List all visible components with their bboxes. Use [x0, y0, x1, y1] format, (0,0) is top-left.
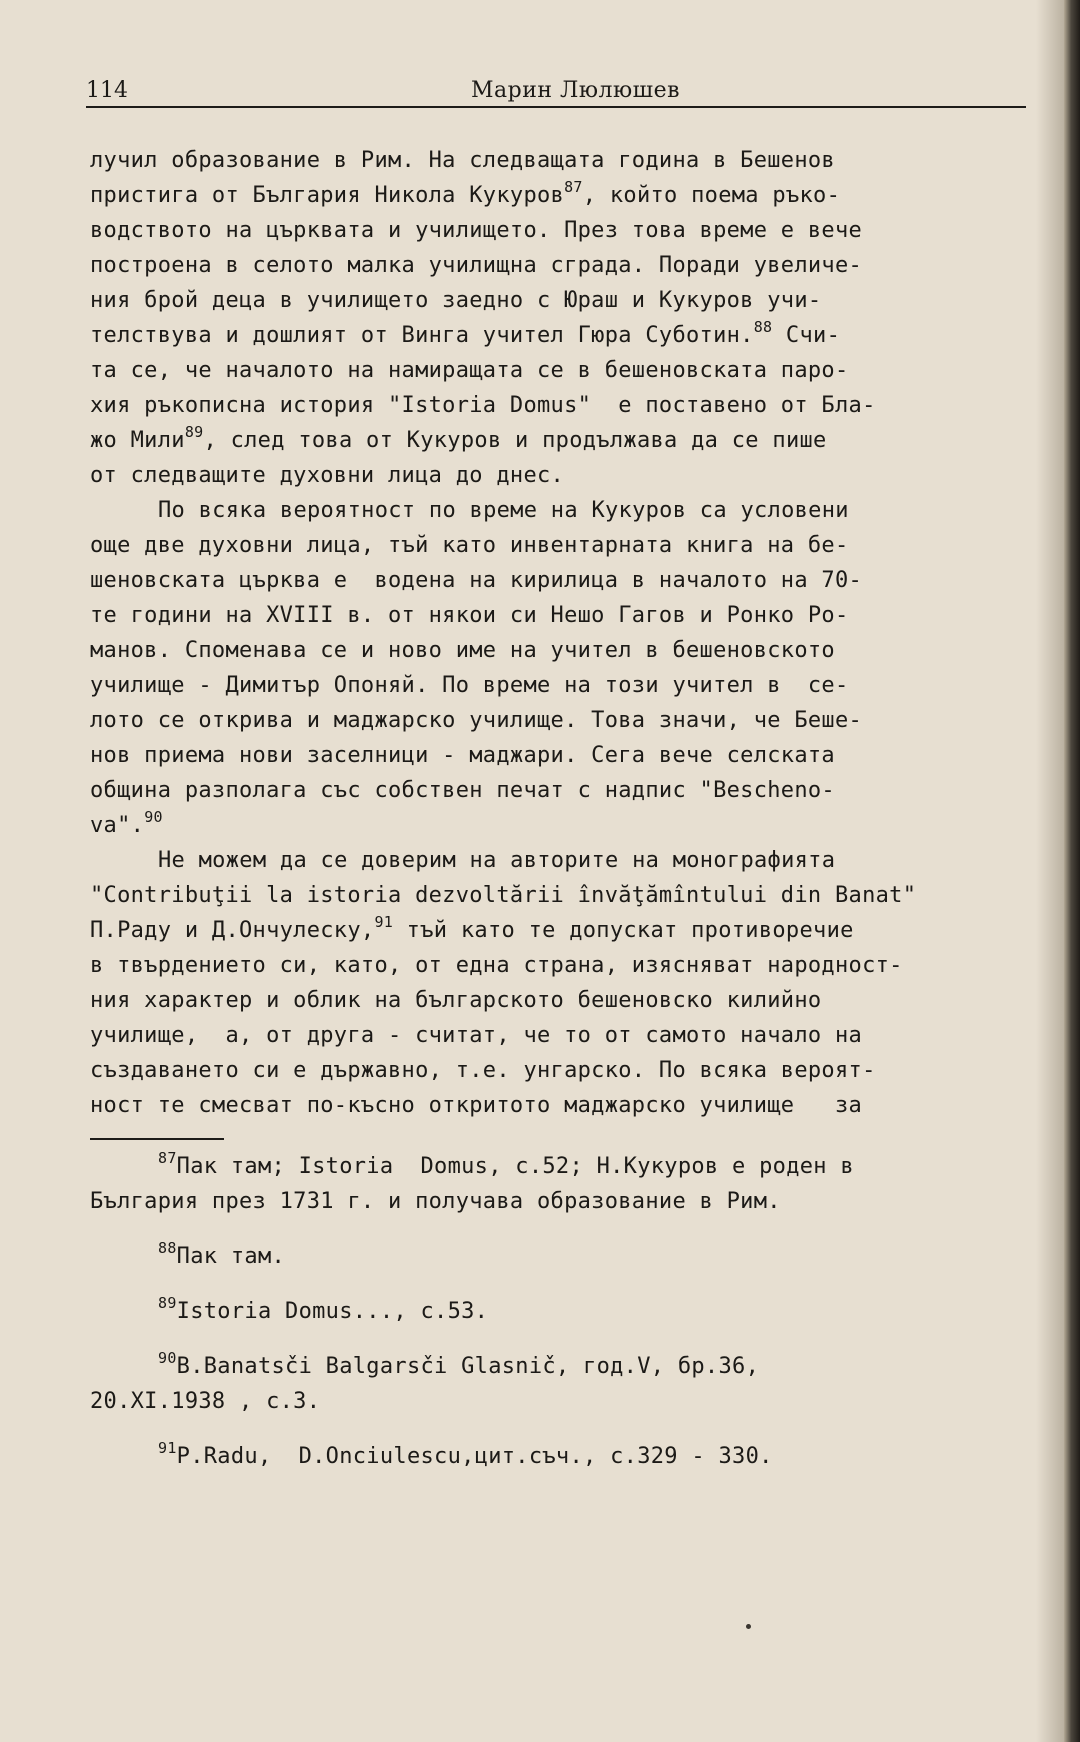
footnote-number: 89: [158, 1294, 177, 1312]
body-line: [90, 776, 835, 806]
body-line-text: те години на XVIII в. от някои си Нешо Гагов и Ронко Ро-: [90, 603, 849, 628]
body-line-text: П.Раду и Д.Ончулеску,: [90, 918, 375, 943]
body-line-text: шеновската църква е водена на кирилица в началото на 70-: [90, 568, 863, 593]
body-line-text: водството на църквата и училището. През това време е вече: [90, 218, 863, 243]
body-line-text: ния брой деца в училището заедно с Юраш и Кукуров учи-: [90, 288, 822, 313]
footnote-marker[interactable]: 91: [374, 913, 394, 931]
footnote-marker[interactable]: 90: [144, 808, 163, 826]
body-line: [90, 566, 862, 596]
body-line-text: от следващите духовни лица до днес.: [90, 463, 565, 488]
body-line: [90, 913, 854, 947]
body-line: [90, 671, 849, 701]
body-line-text: още две духовни лица, тъй като инвентарната книга на бе-: [90, 533, 849, 558]
body-line: [90, 391, 876, 421]
page-number: 114: [86, 78, 128, 103]
body-line-text: Счи-: [772, 323, 841, 348]
body-line-text: жо Мили: [90, 428, 185, 453]
body-line-text: По всяка вероятност по време на Кукуров са условени: [158, 498, 849, 523]
body-line-text: построена в селото малка училищна сграда. Поради увеличе-: [90, 253, 863, 278]
body-line: [90, 178, 841, 212]
footnote-line: [158, 1349, 760, 1383]
body-line: [158, 846, 835, 876]
body-line: [158, 496, 849, 526]
footnote-text: Istoria Domus..., с.53.: [176, 1299, 489, 1324]
footnote-line: [158, 1149, 854, 1183]
footnote-number: 87: [158, 1149, 177, 1167]
body-line-text: Не можем да се доверим на авторите на монографията: [158, 848, 836, 873]
body-line: [90, 356, 849, 386]
body-line-text: училище, а, от друга - считат, че то от самото начало на: [90, 1023, 863, 1048]
body-line: [90, 741, 835, 771]
body-line-text: ност те смесват по-късно откритото маджарско училище за: [90, 1093, 863, 1118]
body-line: [90, 216, 862, 246]
body-line: [90, 318, 841, 352]
body-line-text: хия ръкописна история "Istoria Domus" е поставено от Бла-: [90, 393, 876, 418]
body-line-text: va".: [90, 813, 145, 838]
body-line-text: пристига от България Никола Кукуров: [90, 183, 565, 208]
footnote-line: [90, 1387, 320, 1417]
footnote-text: 20.XI.1938 , с.3.: [90, 1389, 321, 1414]
body-line: [90, 881, 916, 911]
body-line-text: , след това от Кукуров и продължава да се пише: [203, 428, 827, 453]
footnote-text: Пак там; Istoria Domus, с.52; Н.Кукуров е роден в: [176, 1154, 854, 1179]
footnote-marker[interactable]: 88: [753, 318, 773, 336]
body-line-text: телствува и дошлият от Винга учител Гюра Суботин.: [90, 323, 754, 348]
footnote-rule: [90, 1138, 224, 1140]
book-spine: [1064, 0, 1080, 1742]
body-line: [90, 1021, 862, 1051]
body-line: [90, 1056, 876, 1086]
footnote-line: [158, 1294, 489, 1328]
body-line-text: лото се открива и маджарско училище. Това значи, че Беше-: [90, 708, 863, 733]
body-line-text: "Contribuţii la istoria dezvoltării învăţămîntului din Banat": [90, 883, 917, 908]
spine-shadow: [1036, 0, 1064, 1742]
body-line: [90, 531, 849, 561]
body-line: [90, 636, 835, 666]
footnote-marker[interactable]: 87: [564, 178, 583, 196]
page-header: [86, 76, 1026, 108]
footnote-number: 88: [158, 1239, 177, 1257]
body-line-text: ния характер и облик на българското бешеновско килийно: [90, 988, 822, 1013]
body-line: [90, 423, 827, 457]
footnote-number: 91: [158, 1439, 177, 1457]
body-line-text: та се, че началото на намиращата се в бешеновската паро-: [90, 358, 849, 383]
footnote-line: [90, 1187, 781, 1217]
print-speck: [746, 1624, 751, 1629]
body-line: [90, 601, 849, 631]
body-line-text: община разполага със собствен печат с надпис "Beschenо-: [90, 778, 835, 803]
body-line-text: създаването си е държавно, т.е. унгарско. По всяка вероят-: [90, 1058, 876, 1083]
footnote-number: 90: [158, 1349, 177, 1367]
body-line-text: в твърдението си, като, от една страна, изясняват народност-: [90, 953, 903, 978]
body-line: [90, 286, 821, 316]
body-line-text: тъй като те допускат противоречие: [393, 918, 854, 943]
body-line: [90, 986, 821, 1016]
body-line: [90, 146, 835, 176]
footnote-text: P.Radu, D.Onciulescu,цит.съч., с.329 - 330.: [176, 1444, 773, 1469]
body-line: [90, 251, 862, 281]
body-line-text: манов. Споменава се и ново име на учител в бешеновското: [90, 638, 835, 663]
footnote-text: България през 1731 г. и получава образование в Рим.: [90, 1189, 781, 1214]
body-line: [90, 1091, 862, 1121]
body-line: [90, 951, 903, 981]
footnote-line: [158, 1239, 286, 1273]
footnote-marker[interactable]: 89: [184, 423, 204, 441]
footnote-line: [158, 1439, 773, 1473]
body-line: [90, 706, 862, 736]
footnote-text: B.Banatsči Balgarsči Glasnič, год.V, бр.36,: [176, 1354, 760, 1379]
body-line: [90, 461, 564, 491]
body-line-text: , който поема ръко-: [582, 183, 841, 208]
body-line: [90, 808, 163, 842]
footnote-text: Пак там.: [176, 1244, 286, 1269]
body-line-text: училище - Димитър Опоняй. По време на този учител в се-: [90, 673, 849, 698]
body-line-text: нов приема нови заселници - маджари. Сега вече селската: [90, 743, 835, 768]
body-line-text: лучил образование в Рим. На следващата година в Бешенов: [90, 148, 835, 173]
running-head: Марин Люлюшев: [471, 78, 681, 103]
